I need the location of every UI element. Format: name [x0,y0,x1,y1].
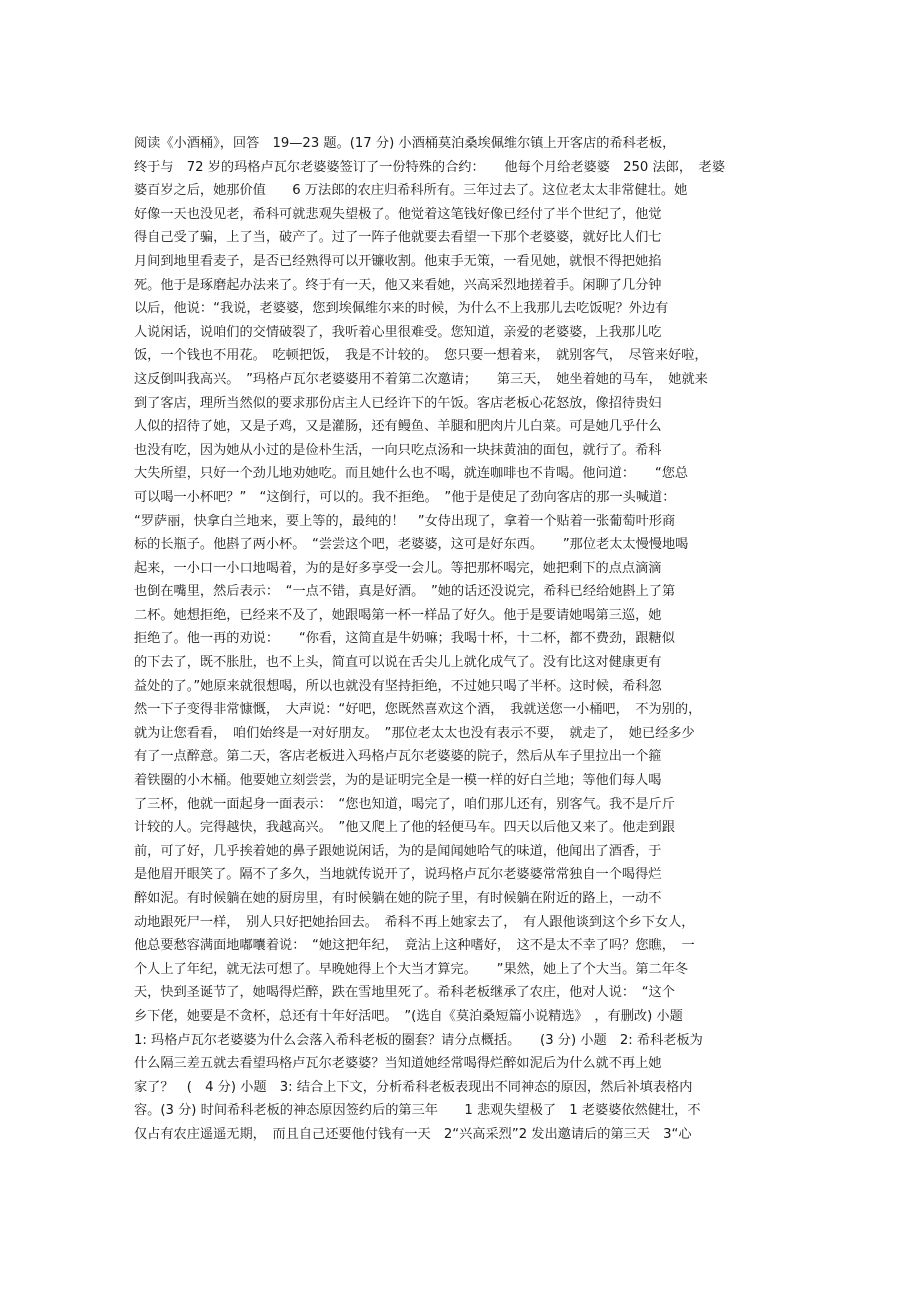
text-line: 以后，他说：“我说，老婆婆，您到埃佩维尔来的时候，为什么不上我那儿去吃饭呢？外边有 [134,301,669,317]
article-body [134,132,794,1147]
text-line: 就为让您看看， 咱们始终是一对好朋友。 ”那位老太太也没有表示不要， 就走了， 她已经多少 [134,725,695,741]
text-line: 标的长瓶子。他斟了两小杯。 “尝尝这个吧，老婆婆，这可是好东西。 ”那位老太太慢慢地喝 [134,537,689,553]
text-line: 这反倒叫我高兴。 ”玛格卢瓦尔老婆婆用不着第二次邀请； 第三天， 她坐着她的马车， 她就来 [134,371,708,387]
text-line: 也倒在嘴里，然后表示： “一点不错，真是好酒。 ”她的话还没说完，希科已经给她斟上了第 [134,584,676,600]
text-line: 醉如泥。有时候躺在她的厨房里，有时候躺在她的院子里，有时候躺在附近的路上，一动不 [134,891,662,906]
text-line: 二杯。她想拒绝，已经来不及了，她跟喝第一杯一样品了好久。他于是要请她喝第三巡，她 [134,607,662,623]
text-line: 天，快到圣诞节了，她喝得烂醉，跌在雪地里死了。希科老板继承了农庄，他对人说： “这个 [134,985,675,1001]
text-line: 饭，一个钱也不用花。 吃顿把饭， 我是不计较的。 您只要一想着来， 就别客气， 尽管来好啦， [134,348,708,364]
text-line: 前，可了好，几乎挨着她的鼻子跟她说闲话，为的是闻闻她哈气的味道，他闻出了酒香，于 [134,843,662,859]
text-line: 是他眉开眼笑了。隔不了多久，当地就传说开了，说玛格卢瓦尔老婆婆常常独自一个喝得烂 [134,867,662,883]
text-line: 了三杯，他就一面起身一面表示： “您也知道，喝完了，咱们那儿还有，别客气。我不是斤斤 [134,796,675,812]
text-line: 死。他于是琢磨起办法来了。终于有一天，他又来看她，兴高采烈地搓着手。闲聊了几分钟 [134,277,662,293]
text-line: 的下去了，既不胀肚，也不上头，简直可以说在舌尖儿上就化成气了。没有比这对健康更有 [134,655,662,671]
text-line: 仅占有农庄遥遥无期， 而且自己还要他付钱有一天 2“兴高采烈”2 发出邀请后的第三天 3“心 [134,1126,692,1142]
text-line: 到了客店，理所当然似的要求那份店主人已经许下的午饭。客店老板心花怒放，像招待贵妇 [134,395,662,411]
text-line: 他总要愁容满面地嘟囔着说： “她这把年纪， 竟沾上这种嗜好， 这不是太不幸了吗？您瞧， 一 [134,938,695,954]
text-line: 大失所望，只好一个劲儿地劝她吃。而且她什么也不喝，就连咖啡也不肯喝。他问道： “您总 [134,466,689,482]
text-line: 个人上了年纪，就无法可想了。早晚她得上个大当才算完。 ”果然，她上了个大当。第二年冬 [134,961,689,977]
text-line: 得自己受了骗，上了当，破产了。过了一阵子他就要去看望一下那个老婆婆，就好比人们七 [134,230,662,246]
text-line: “罗萨丽，快拿白兰地来，要上等的，最纯的！ ”女侍出现了，拿着一个贴着一张葡萄叶形商 [134,513,676,529]
text-line: 什么隔三差五就去看望玛格卢瓦尔老婆婆？当知道她经常喝得烂醉如泥后为什么就不再上她 [134,1056,662,1072]
text-line: 好像一天也没见老，希科可就悲观失望极了。他觉着这笔钱好像已经付了半个世纪了，他觉 [134,206,662,222]
text-line: 起来，一小口一小口地喝着，为的是好多享受一会儿。等把那杯喝完，她把剩下的点点滴滴 [134,560,662,576]
text-line: 终于与 72 岁的玛格卢瓦尔老婆婆签订了一份特殊的合约： 他每个月给老婆婆 250 法郎， 老婆 [134,159,726,175]
text-line: 婆百岁之后，她那价值 6 万法郎的农庄归希科所有。三年过去了。这位老太太非常健壮。她 [134,183,688,199]
text-line: 乡下佬，她要是不贪杯，总还有十年好活吧。 ”(选自《莫泊桑短篇小说精选》 ，有删改) 小题 [134,1008,683,1024]
text-line: 月间到地里看麦子，是否已经熟得可以开镰收割。他束手无策，一看见她，就恨不得把她掐 [134,253,662,269]
text-line: 容。(3 分) 时间希科老板的神态原因签约后的第三年 1 悲观失望极了 1 老婆婆依然健壮，不 [134,1103,701,1119]
text-line: 家了？ ( 4 分) 小题 3: 结合上下文，分析希科老板表现出不同神态的原因，然后补填表格内 [134,1079,693,1095]
text-line: 1: 玛格卢瓦尔老婆婆为什么会落入希科老板的圈套？请分点概括。 (3 分) 小题 2: 希科老板为 [134,1032,703,1048]
text-line: 计较的人。完得越快，我越高兴。 ”他又爬上了他的轻便马车。四天以后他又来了。他走到跟 [134,820,675,836]
text-line: 拒绝了。他一再的劝说： “你看，这简直是牛奶嘛；我喝十杯，十二杯，都不费劲，跟糖似 [134,631,675,647]
text-line: 然一下子变得非常慷慨， 大声说：“好吧，您既然喜欢这个酒， 我就送您一小桶吧， 不为别的， [134,702,702,718]
text-line: 动地跟死尸一样， 别人只好把她抬回去。 希科不再上她家去了， 有人跟他谈到这个乡下女人， [134,914,695,930]
text-line: 人似的招待了她，又是子鸡，又是灌肠，还有鳗鱼、羊腿和肥肉片儿白菜。可是她几乎什么 [134,419,662,435]
text-line: 可以喝一小杯吧？” “这倒行，可以的。我不拒绝。 ”他于是使足了劲向客店的那一头喊道： [134,489,676,505]
text-line: 人说闲话，说咱们的交情破裂了，我听着心里很难受。您知道，亲爱的老婆婆，上我那儿吃 [134,324,662,340]
text-line: 阅读《小酒桶》，回答 19—23 题。(17 分) 小酒桶莫泊桑埃佩维尔镇上开客店的希科老板， [134,136,676,151]
text-line: 益处的了。”她原来就很想喝，所以也就没有坚持拒绝，不过她只喝了半杯。这时候，希科忽 [134,678,662,694]
text-line: 也没有吃，因为她从小过的是俭朴生活，一向只吃点汤和一块抹黄油的面包，就行了。希科 [134,442,662,458]
text-line: 着铁圈的小木桶。他要她立刻尝尝，为的是证明完全是一模一样的好白兰地；等他们每人喝 [134,773,662,789]
text-line: 有了一点醉意。第二天，客店老板进入玛格卢瓦尔老婆婆的院子，然后从车子里拉出一个箍 [134,749,662,765]
